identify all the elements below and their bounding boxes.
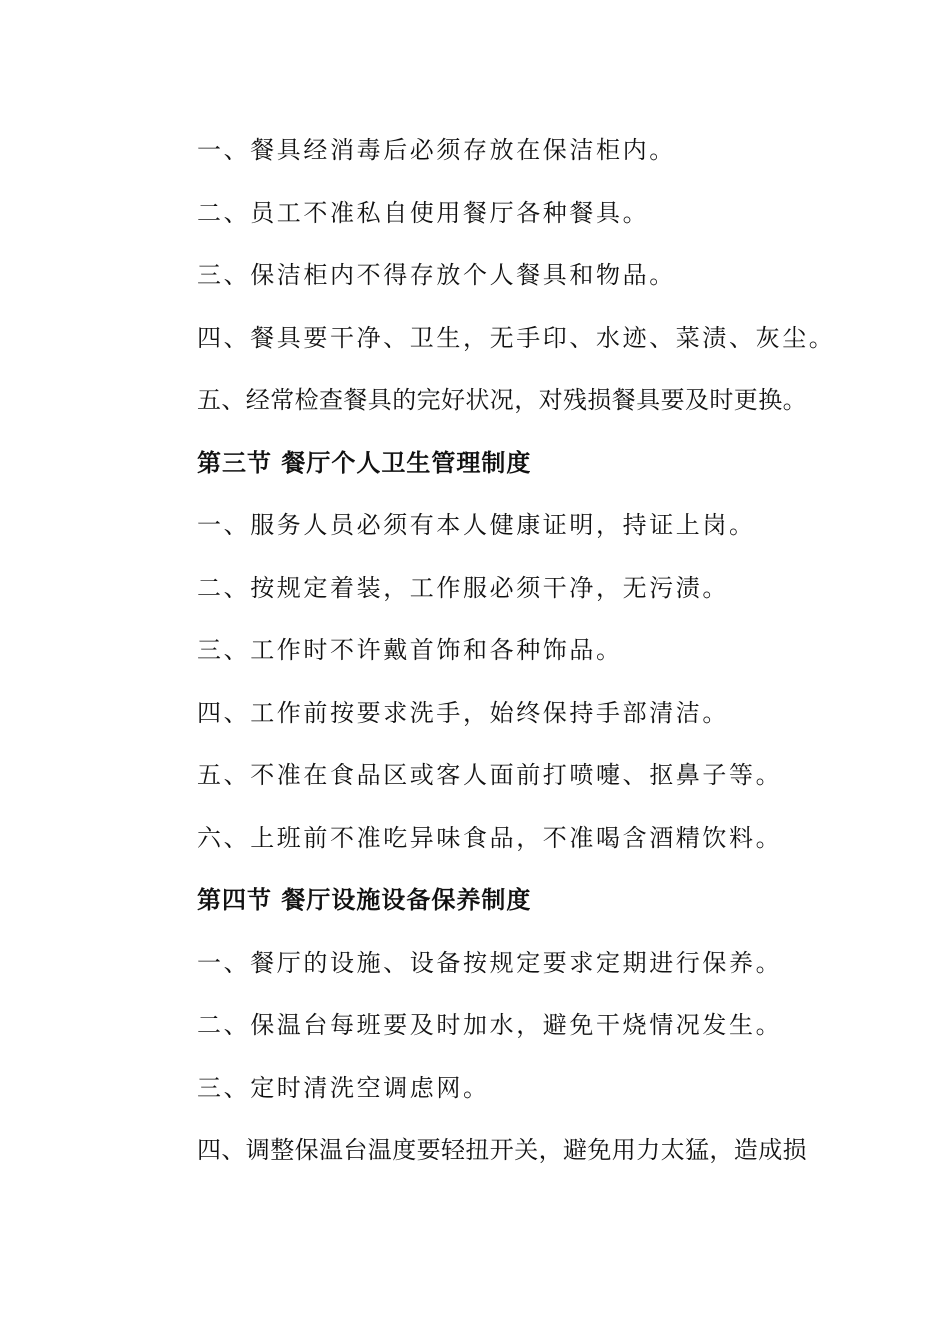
paragraph-line: 三、工作时不许戴首饰和各种饰品。 [197,636,623,664]
paragraph-line: 一、餐厅的设施、设备按规定要求定期进行保养。 [197,948,783,977]
paragraph-line: 一、餐具经消毒后必须存放在保洁柜内。 [197,136,676,164]
paragraph-line: 三、保洁柜内不得存放个人餐具和物品。 [197,261,676,289]
paragraph-line: 一、服务人员必须有本人健康证明，持证上岗。 [197,511,756,539]
paragraph-line: 二、按规定着装，工作服必须干净，无污渍。 [197,573,729,602]
paragraph-line: 五、经常检查餐具的完好状况，对残损餐具要及时更换。 [197,386,807,414]
section-heading: 第三节 餐厅个人卫生管理制度 [197,448,532,477]
paragraph-line: 四、工作前按要求洗手，始终保持手部清洁。 [197,698,729,727]
paragraph-line: 六、上班前不准吃异味食品，不准喝含酒精饮料。 [197,823,783,852]
paragraph-line: 三、定时清洗空调虑网。 [197,1073,490,1102]
paragraph-line: 四、餐具要干净、卫生，无手印、水迹、菜渍、灰尘。 [197,323,836,352]
paragraph-line: 四、调整保温台温度要轻扭开关，避免用力太猛，造成损 [197,1136,807,1164]
document-body [197,128,836,1191]
section-heading: 第四节 餐厅设施设备保养制度 [197,886,532,914]
paragraph-line: 二、员工不准私自使用餐厅各种餐具。 [197,198,650,227]
paragraph-line: 五、不准在食品区或客人面前打喷嚏、抠鼻子等。 [197,761,783,789]
paragraph-line: 二、保温台每班要及时加水，避免干烧情况发生。 [197,1011,783,1039]
